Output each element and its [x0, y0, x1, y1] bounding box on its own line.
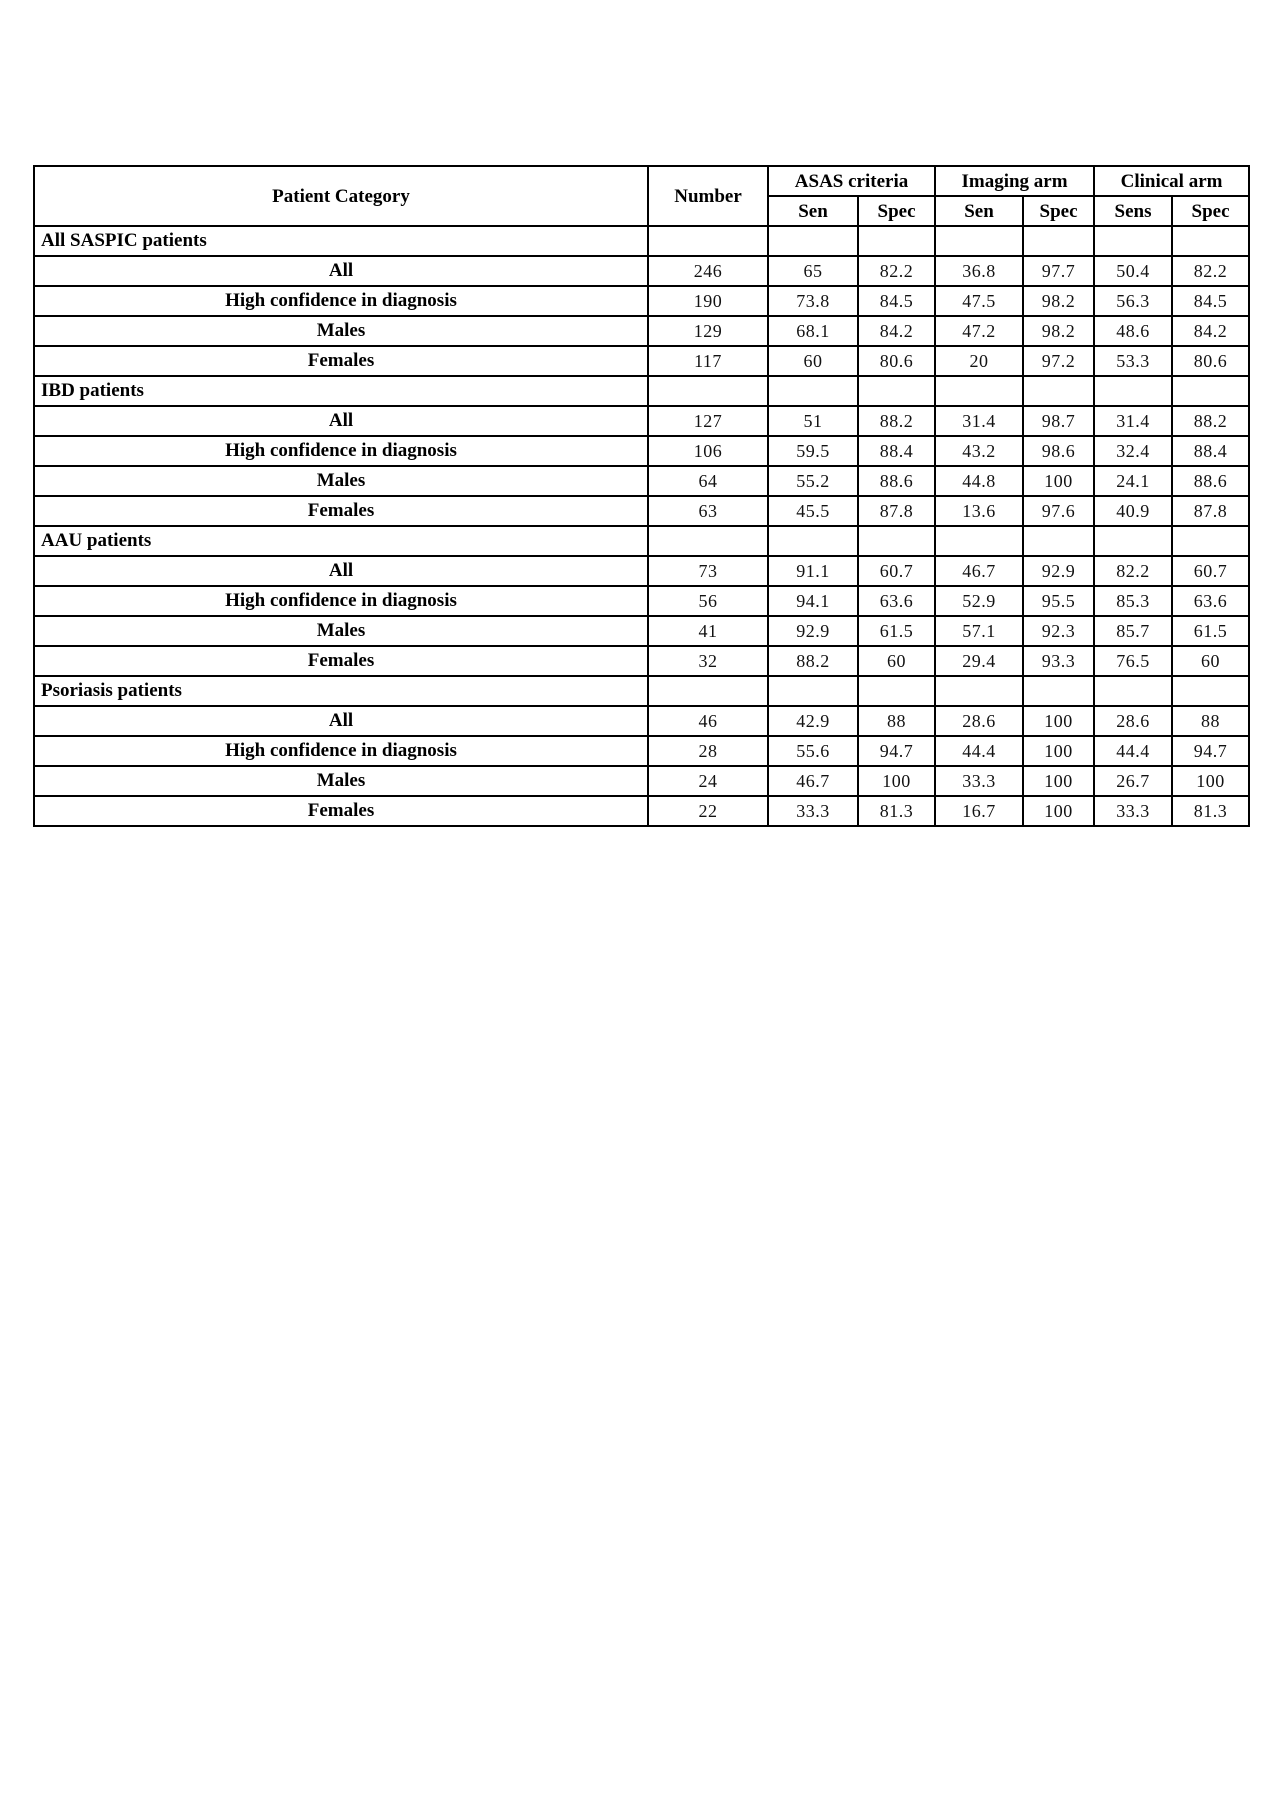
cell-clinical-sens: 50.4 — [1094, 256, 1172, 286]
cell-imaging-sen: 20 — [935, 346, 1023, 376]
empty-cell — [1023, 676, 1094, 706]
cell-asas-spec: 61.5 — [858, 616, 935, 646]
empty-cell — [1023, 226, 1094, 256]
cell-number: 117 — [648, 346, 768, 376]
data-row — [34, 466, 1249, 496]
empty-cell — [935, 526, 1023, 556]
cell-asas-sen: 55.6 — [768, 736, 858, 766]
empty-cell — [1094, 226, 1172, 256]
cell-asas-sen: 92.9 — [768, 616, 858, 646]
cell-number: 190 — [648, 286, 768, 316]
cell-clinical-spec: 94.7 — [1172, 736, 1249, 766]
cell-imaging-sen: 33.3 — [935, 766, 1023, 796]
section-title: AAU patients — [34, 526, 648, 556]
col-group-imaging-arm: Imaging arm — [935, 166, 1094, 196]
empty-cell — [858, 526, 935, 556]
header-group-row — [34, 166, 1249, 196]
cell-asas-spec: 88.4 — [858, 436, 935, 466]
cell-number: 129 — [648, 316, 768, 346]
data-row — [34, 436, 1249, 466]
col-header-asas-spec: Spec — [858, 196, 935, 226]
data-row — [34, 766, 1249, 796]
empty-cell — [768, 376, 858, 406]
cell-asas-spec: 80.6 — [858, 346, 935, 376]
cell-imaging-spec: 92.9 — [1023, 556, 1094, 586]
cell-clinical-spec: 84.2 — [1172, 316, 1249, 346]
section-row — [34, 676, 1249, 706]
col-header-asas-sen: Sen — [768, 196, 858, 226]
cell-imaging-sen: 43.2 — [935, 436, 1023, 466]
cell-asas-spec: 60.7 — [858, 556, 935, 586]
cell-clinical-spec: 60.7 — [1172, 556, 1249, 586]
empty-cell — [1172, 526, 1249, 556]
cell-clinical-spec: 80.6 — [1172, 346, 1249, 376]
cell-clinical-sens: 44.4 — [1094, 736, 1172, 766]
cell-imaging-sen: 16.7 — [935, 796, 1023, 826]
cell-clinical-sens: 31.4 — [1094, 406, 1172, 436]
row-label: Males — [34, 466, 648, 496]
cell-number: 127 — [648, 406, 768, 436]
cell-number: 32 — [648, 646, 768, 676]
cell-asas-sen: 55.2 — [768, 466, 858, 496]
col-group-asas-criteria: ASAS criteria — [768, 166, 935, 196]
row-label: High confidence in diagnosis — [34, 586, 648, 616]
cell-number: 28 — [648, 736, 768, 766]
data-row — [34, 796, 1249, 826]
cell-clinical-sens: 33.3 — [1094, 796, 1172, 826]
cell-clinical-sens: 85.3 — [1094, 586, 1172, 616]
cell-asas-spec: 88.2 — [858, 406, 935, 436]
cell-clinical-sens: 40.9 — [1094, 496, 1172, 526]
cell-imaging-spec: 98.7 — [1023, 406, 1094, 436]
cell-imaging-spec: 98.2 — [1023, 286, 1094, 316]
cell-clinical-spec: 88 — [1172, 706, 1249, 736]
data-row — [34, 286, 1249, 316]
cell-imaging-spec: 92.3 — [1023, 616, 1094, 646]
cell-clinical-sens: 28.6 — [1094, 706, 1172, 736]
cell-imaging-sen: 47.2 — [935, 316, 1023, 346]
row-label: High confidence in diagnosis — [34, 436, 648, 466]
cell-asas-sen: 68.1 — [768, 316, 858, 346]
cell-number: 41 — [648, 616, 768, 646]
cell-clinical-sens: 85.7 — [1094, 616, 1172, 646]
cell-asas-spec: 84.2 — [858, 316, 935, 346]
row-label: Females — [34, 646, 648, 676]
empty-cell — [935, 676, 1023, 706]
cell-number: 22 — [648, 796, 768, 826]
cell-clinical-spec: 84.5 — [1172, 286, 1249, 316]
cell-imaging-spec: 100 — [1023, 736, 1094, 766]
empty-cell — [1023, 526, 1094, 556]
cell-imaging-sen: 57.1 — [935, 616, 1023, 646]
cell-number: 56 — [648, 586, 768, 616]
section-title: All SASPIC patients — [34, 226, 648, 256]
cell-clinical-sens: 56.3 — [1094, 286, 1172, 316]
cell-asas-spec: 63.6 — [858, 586, 935, 616]
cell-clinical-spec: 82.2 — [1172, 256, 1249, 286]
row-label: All — [34, 406, 648, 436]
data-row — [34, 616, 1249, 646]
cell-imaging-spec: 97.7 — [1023, 256, 1094, 286]
cell-imaging-spec: 100 — [1023, 466, 1094, 496]
cell-imaging-sen: 47.5 — [935, 286, 1023, 316]
data-row — [34, 556, 1249, 586]
cell-imaging-sen: 46.7 — [935, 556, 1023, 586]
data-row — [34, 406, 1249, 436]
cell-number: 63 — [648, 496, 768, 526]
data-row — [34, 346, 1249, 376]
row-label: All — [34, 556, 648, 586]
section-row — [34, 376, 1249, 406]
cell-clinical-spec: 63.6 — [1172, 586, 1249, 616]
cell-imaging-sen: 44.4 — [935, 736, 1023, 766]
cell-imaging-spec: 93.3 — [1023, 646, 1094, 676]
data-row — [34, 736, 1249, 766]
cell-imaging-spec: 100 — [1023, 706, 1094, 736]
cell-imaging-spec: 100 — [1023, 766, 1094, 796]
cell-asas-spec: 88.6 — [858, 466, 935, 496]
cell-number: 106 — [648, 436, 768, 466]
cell-asas-spec: 88 — [858, 706, 935, 736]
data-row — [34, 646, 1249, 676]
cell-clinical-spec: 88.2 — [1172, 406, 1249, 436]
row-label: All — [34, 706, 648, 736]
row-label: Females — [34, 346, 648, 376]
cell-clinical-spec: 81.3 — [1172, 796, 1249, 826]
empty-cell — [1172, 676, 1249, 706]
cell-asas-spec: 82.2 — [858, 256, 935, 286]
empty-cell — [768, 526, 858, 556]
cell-asas-sen: 33.3 — [768, 796, 858, 826]
cell-clinical-spec: 60 — [1172, 646, 1249, 676]
cell-imaging-sen: 28.6 — [935, 706, 1023, 736]
empty-cell — [1094, 676, 1172, 706]
empty-cell — [648, 376, 768, 406]
empty-cell — [1094, 526, 1172, 556]
cell-asas-sen: 65 — [768, 256, 858, 286]
empty-cell — [1172, 376, 1249, 406]
data-row — [34, 706, 1249, 736]
cell-clinical-sens: 48.6 — [1094, 316, 1172, 346]
row-label: Females — [34, 496, 648, 526]
cell-number: 64 — [648, 466, 768, 496]
cell-imaging-sen: 31.4 — [935, 406, 1023, 436]
section-title: Psoriasis patients — [34, 676, 648, 706]
empty-cell — [768, 676, 858, 706]
cell-clinical-sens: 76.5 — [1094, 646, 1172, 676]
row-label: Males — [34, 316, 648, 346]
col-group-clinical-arm: Clinical arm — [1094, 166, 1249, 196]
empty-cell — [1172, 226, 1249, 256]
cell-clinical-spec: 61.5 — [1172, 616, 1249, 646]
row-label: High confidence in diagnosis — [34, 286, 648, 316]
cell-clinical-sens: 24.1 — [1094, 466, 1172, 496]
cell-asas-spec: 60 — [858, 646, 935, 676]
col-header-number: Number — [648, 166, 768, 226]
empty-cell — [648, 226, 768, 256]
cell-asas-sen: 91.1 — [768, 556, 858, 586]
cell-clinical-sens: 26.7 — [1094, 766, 1172, 796]
section-title: IBD patients — [34, 376, 648, 406]
empty-cell — [858, 376, 935, 406]
data-row — [34, 256, 1249, 286]
col-header-patient-category: Patient Category — [34, 166, 648, 226]
cell-imaging-spec: 95.5 — [1023, 586, 1094, 616]
empty-cell — [1023, 376, 1094, 406]
data-row — [34, 496, 1249, 526]
cell-imaging-spec: 98.6 — [1023, 436, 1094, 466]
row-label: High confidence in diagnosis — [34, 736, 648, 766]
cell-clinical-spec: 88.4 — [1172, 436, 1249, 466]
cell-asas-spec: 81.3 — [858, 796, 935, 826]
cell-imaging-spec: 97.6 — [1023, 496, 1094, 526]
cell-imaging-sen: 52.9 — [935, 586, 1023, 616]
empty-cell — [935, 376, 1023, 406]
cell-asas-spec: 100 — [858, 766, 935, 796]
cell-asas-sen: 51 — [768, 406, 858, 436]
cell-clinical-spec: 100 — [1172, 766, 1249, 796]
empty-cell — [648, 526, 768, 556]
cell-number: 46 — [648, 706, 768, 736]
empty-cell — [858, 226, 935, 256]
empty-cell — [648, 676, 768, 706]
cell-asas-sen: 94.1 — [768, 586, 858, 616]
row-label: Males — [34, 766, 648, 796]
cell-asas-sen: 45.5 — [768, 496, 858, 526]
sensitivity-specificity-table — [33, 165, 1250, 827]
section-row — [34, 226, 1249, 256]
cell-asas-sen: 59.5 — [768, 436, 858, 466]
cell-imaging-spec: 97.2 — [1023, 346, 1094, 376]
cell-asas-sen: 42.9 — [768, 706, 858, 736]
cell-imaging-sen: 36.8 — [935, 256, 1023, 286]
cell-asas-spec: 94.7 — [858, 736, 935, 766]
cell-asas-sen: 46.7 — [768, 766, 858, 796]
section-row — [34, 526, 1249, 556]
cell-imaging-spec: 98.2 — [1023, 316, 1094, 346]
empty-cell — [935, 226, 1023, 256]
col-header-clinical-spec: Spec — [1172, 196, 1249, 226]
col-header-imaging-spec: Spec — [1023, 196, 1094, 226]
cell-imaging-spec: 100 — [1023, 796, 1094, 826]
cell-clinical-sens: 32.4 — [1094, 436, 1172, 466]
cell-imaging-sen: 44.8 — [935, 466, 1023, 496]
empty-cell — [1094, 376, 1172, 406]
row-label: All — [34, 256, 648, 286]
cell-clinical-sens: 53.3 — [1094, 346, 1172, 376]
cell-asas-spec: 87.8 — [858, 496, 935, 526]
empty-cell — [768, 226, 858, 256]
cell-asas-sen: 73.8 — [768, 286, 858, 316]
cell-number: 246 — [648, 256, 768, 286]
row-label: Males — [34, 616, 648, 646]
cell-asas-sen: 60 — [768, 346, 858, 376]
empty-cell — [858, 676, 935, 706]
cell-asas-sen: 88.2 — [768, 646, 858, 676]
cell-asas-spec: 84.5 — [858, 286, 935, 316]
cell-imaging-sen: 29.4 — [935, 646, 1023, 676]
data-row — [34, 316, 1249, 346]
cell-clinical-sens: 82.2 — [1094, 556, 1172, 586]
cell-number: 24 — [648, 766, 768, 796]
cell-clinical-spec: 88.6 — [1172, 466, 1249, 496]
row-label: Females — [34, 796, 648, 826]
col-header-clinical-sens: Sens — [1094, 196, 1172, 226]
cell-clinical-spec: 87.8 — [1172, 496, 1249, 526]
cell-number: 73 — [648, 556, 768, 586]
col-header-imaging-sen: Sen — [935, 196, 1023, 226]
cell-imaging-sen: 13.6 — [935, 496, 1023, 526]
data-row — [34, 586, 1249, 616]
